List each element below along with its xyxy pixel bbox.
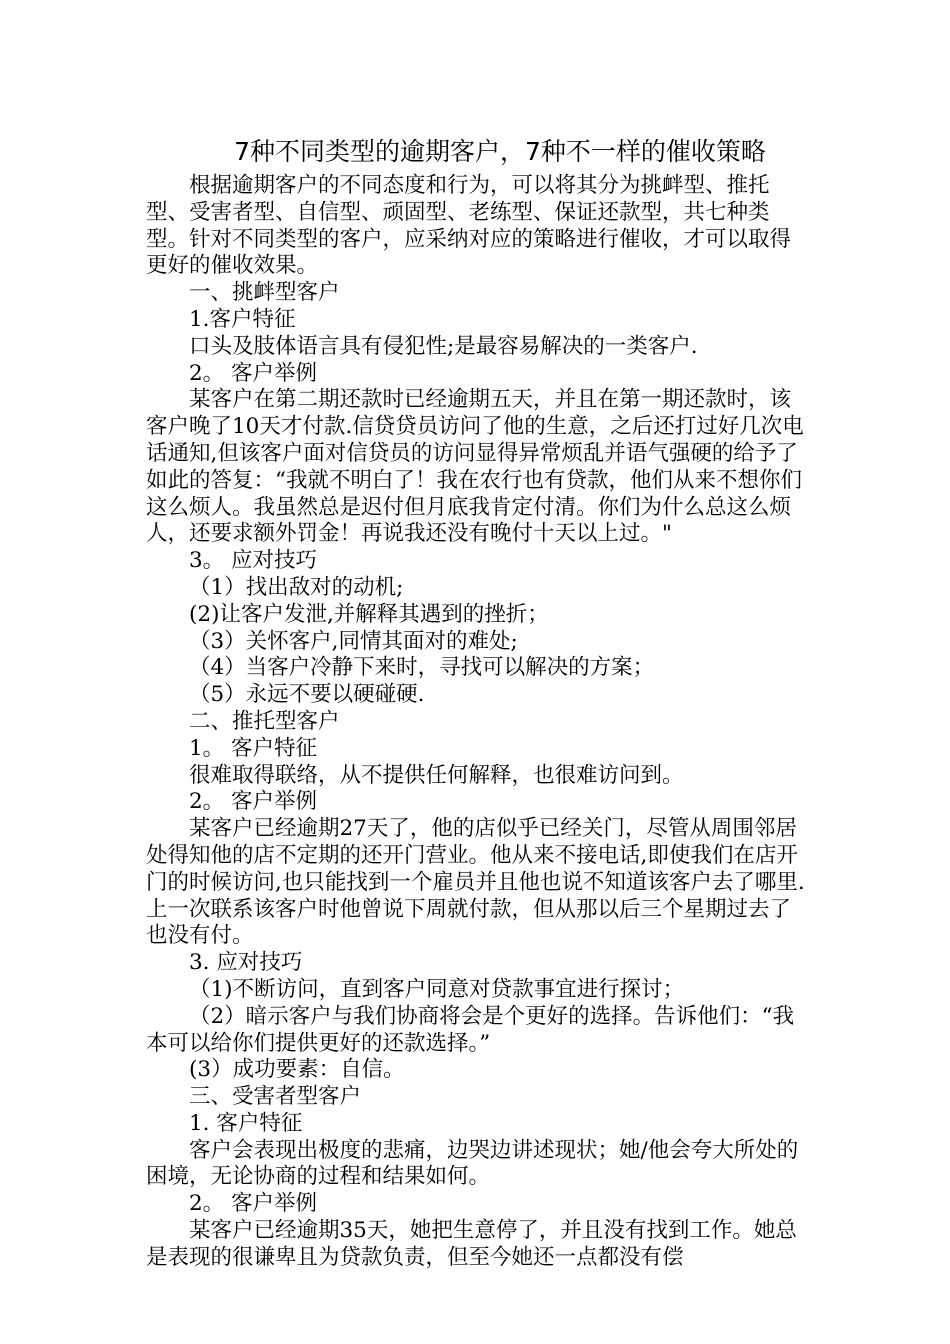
list-item: （1)不断访问，直到客户同意对贷款事宜进行探讨； [189,976,685,1002]
sub-heading: 1.客户特征 [189,306,296,332]
paragraph: 某客户在第二期还款时已经逾期五天，并且在第一期还款时，该客户晚了10天才付款.信贷贷员访问了他的生意，之后还打过好几次电话通知,但该客户面对信贷员的访问显得异常烦乱并语气强硬的给予了如此的答复：“我就不明白了！我在农行也有贷款，他们从来不想你们这么烦人。我虽然总是迟付但月底我肯定付清。你们为什么总这么烦人，还要求额外罚金！再说我还没有晚付十天以上过。" [146,387,804,547]
document-title: 7种不同类型的逾期客户，7种不一样的催收策略 [234,137,766,166]
sub-heading: 1。 客户特征 [189,735,318,761]
list-item: （3）关怀客户,同情其面对的难处; [189,628,518,654]
section-heading: 三、受害者型客户 [189,1084,362,1110]
sub-heading: 3. 应对技巧 [189,950,303,976]
paragraph: 口头及肢体语言具有侵犯性;是最容易解决的一类客户. [189,333,698,359]
sub-heading: 1. 客户特征 [189,1110,303,1136]
paragraph: 某客户已经逾期27天了，他的店似乎已经关门，尽管从周围邻居处得知他的店不定期的还开门营业。他从来不接电话,即使我们在店开门的时候访问,也只能找到一个雇员并且他也说不知道该客户去了哪里.上一次联系该客户时他曾说下周就付款，但从那以后三个星期过去了也没有付。 [146,816,805,949]
sub-heading: 2。 客户举例 [189,789,318,815]
list-item: （5）永远不要以硬碰硬. [189,682,425,708]
paragraph: 客户会表现出极度的悲痛，边哭边讲述现状；她/他会夸大所处的困境，无论协商的过程和结果如何。 [146,1137,799,1190]
list-item: （4）当客户冷静下来时，寻找可以解决的方案； [189,655,655,681]
sub-heading: 2。 客户举例 [189,360,318,386]
section-heading: 一、挑衅型客户 [189,280,340,306]
paragraph: 某客户已经逾期35天，她把生意停了，并且没有找到工作。她总是表现的很谦卑且为贷款负责，但至今她还一点都没有偿 [146,1218,797,1270]
paragraph: 根据逾期客户的不同态度和行为，可以将其分为挑衅型、推托型、受害者型、自信型、顽固型、老练型、保证还款型，共七种类型。针对不同类型的客户，应采纳对应的策略进行催收，才可以取得更好的催收效果。 [146,173,792,279]
sub-heading: 2。 客户举例 [189,1191,318,1217]
list-item: （2）暗示客户与我们协商将会是个更好的选择。告诉他们：“我本可以给你们提供更好的还款选择。” [146,1003,795,1056]
list-item: (2)让客户发泄,并解释其遇到的挫折； [189,601,549,627]
section-heading: 二、推托型客户 [189,708,340,734]
list-item: （1）找出敌对的动机; [189,574,404,600]
sub-heading: 3。 应对技巧 [189,548,318,574]
document-body [146,173,810,1272]
paragraph: 很难取得联络，从不提供任何解释，也很难访问到。 [189,762,684,788]
list-item: (3）成功要素：自信。 [189,1057,405,1083]
